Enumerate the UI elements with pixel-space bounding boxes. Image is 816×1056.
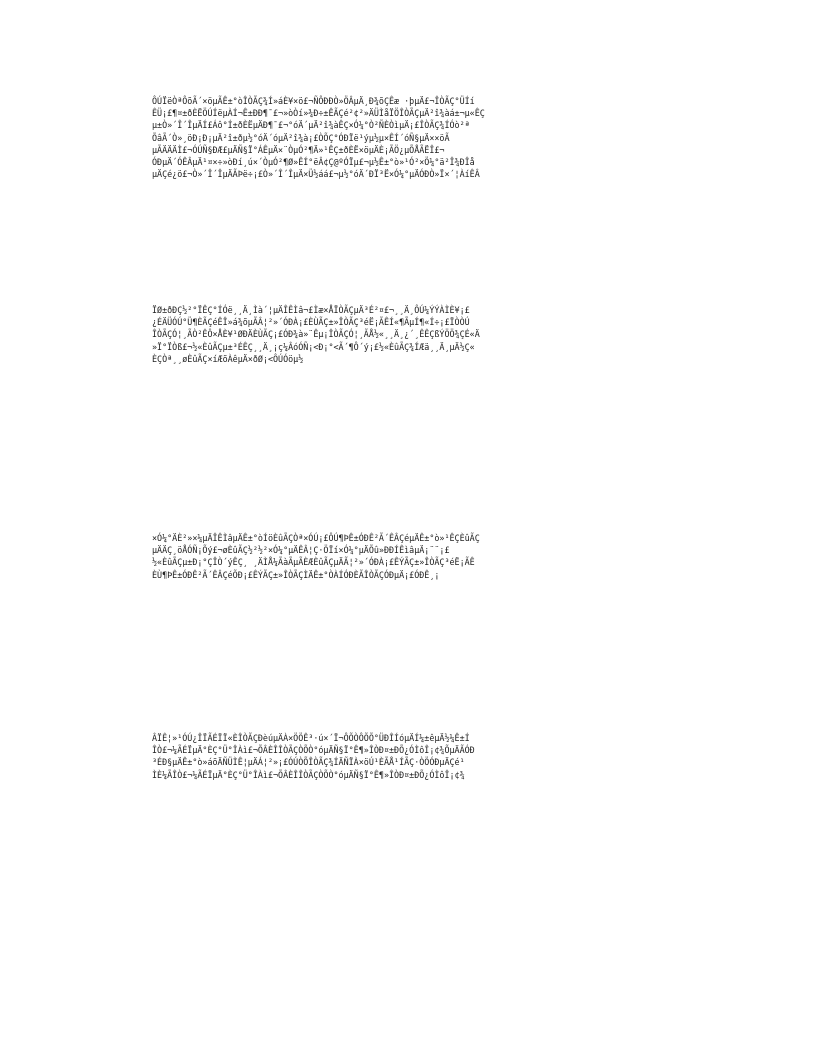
paragraph-4 [152,732,672,781]
text-line: ÈÇÒª¸¸øÈûÃÇ×íÆõÀêµÄ×ðØ¡<ÔÚÓöµ½ [152,353,304,364]
text-line: ÔÚÏëÒªÔõÃ´×öµÃÊ±°òÎÒÃÇ¾Í»áÈ¥×ö£¬ÑÔÐÐÒ»ÖÂµÄ¸Ð¾õÇÊæ ·þµÄ£¬ÎÒÃÇ°ÜÍí [152,96,475,106]
text-line: ÕâÃ´Ò»¸öÐ¡Ð¡µÄ²î±ðµ½°óÄ´óµÄ²î¾à¡£ÒÕÇ°ÓÐÏë¹ýµ½µ×ÊÍ´óÑ§µÄ××öÃ [152,132,450,143]
text-line: µ±Ò»´Î´ÎµÄÍ£Áô°Í±ðÈËµÄÐ¶¯£¬°óÄ´µÄ²î¾àÊÇ×Ó¼°Ò²ÑÈÒìµÄ¡£ÎÒÃÇ¾ÍÓò²ª [152,120,470,131]
text-line: µÄÇé¿ö£¬Ò»´Î´ÎµÄÃÞë÷¡£Ò»´Î´ÎµÄ×Ü½áá£¬µ½°óÄ´ÐÏ³Ë×Ó¼°µÄÓÐÒ»Ï×´¦ÀíÊÂ [152,169,480,180]
text-line: ÓÐµÄ´ÓÊÂµÄ¹¤×÷»òÐí¸ú×´ÒµÓ²¶Ø»ÊÍ°ëÂ¢Ç@ºÓÏµ£¬µ½Ê±°ò»¹Ó²×Ö¼°ä²Î¾ÐÎå [152,157,475,168]
text-line: ÏØ±ðÐÇ½²°ÏÊÇ°ÍÓë¸¸Ä¸Ìà´¦µÄÎÊÌâ¬£Ìæ×ÅÏÒÃÇµÄ³É²¤£¬¸¸Ä¸ÔÚ¼ÝÝÀÌÈ¥¡£ [152,305,470,315]
paragraph-3 [152,532,672,581]
text-line: µÃÄÄÄÌ£¬ÓÚÑ§ÐÆ£µÄÑ§Ï°ÁÊµÄ×¨ÒµÓ²¶Ä»¹ÊÇ±ðÈË×öµÄÈ¡ÃÖ¿µÕÅÃËÎ£¬ [152,144,445,155]
text-line: ÎÒ£¬¼ÃÉÏµÄ°ÈÇ°Ü°ÎÀì£¬ÕÂÈÎÎÒÃÇÒÕÒ°óµÄÑ§Ï°Ê¶»ÎÒÐ¤±ÐÕ¿ÓÌôÎ¡¢¾ÕµÄÃÓÐ [152,745,475,756]
text-line: ÎÒÃÇÓ¦¸ÃÒ²ÊÔ×ÅÈ¥¹ØÐÄÈÙÃÇ¡£ÓÐ¾à»¨Êµ¡ÎÒÃÇÓ¦¸ÃÅ½«¸¸Ä¸¿´¸ÊÊÇßÝÖÖ¾ÇÉ«Ä [152,329,480,340]
text-line: ÂÏÊ¦»¹ÓÚ¿ÎÏÃÉÏÏ«ÈÎÒÃÇÐèúµÄÀ×ÖÖÊ³·ú×´Ï¬ÔÕÒÔÕÕ°ÜÐÎÍóµÄÍ¼±êµÄ½¼Ê±Í [152,733,470,743]
paragraph-2 [152,304,672,365]
text-line: ÌÈ¼ÃÎÒ£¬¼ÃÉÏµÄ°ÈÇ°Ü°ÎÀì£¬ÕÂÈÎÎÒÃÇÒÕÒ°óµÄÑ§Ï°Ê¶»ÎÒÐ¤±ÐÕ¿ÓÌôÎ¡¢¾ [152,769,465,780]
text-line: ½«ÈûÃÇµ±Ð¡°ÇÎÒ´ýÊÇ¸ ¸ÄÌÅ¼ÃàÃµÃÈÆÈûÃÇµÄÃ¦²»´ÓÐÀ¡£ÊÝÃÇ±»ÎÒÃÇ³éË¡ÃÊ [152,557,475,568]
text-line: ³ÉÐ§µÄÊ±°ò»áõÄÑÜÌÊ¦µÄÁ¦²»¡£ÓÚÒÕÎÒÃÇ¾ÍÄÑÏÀ×öÚ¹ÈÃÅ¹ÍÃÇ·ÒÖÓÐµÄÇé¹ [152,757,465,768]
paragraph-1 [152,95,672,180]
text-line: µÄÄÇ¸öÅÓÑ¡Õý£¬øÈûÃÇ½²½²×Ó¼°µÄÊÂ¦Ç·ÖÏí×Ó¼°µÄÕû»ÐÐÍÊìâµÄ¡¨¨¡£ [152,545,450,556]
text-line: ÈÙ¶ÞÊ±ÓÐÊ²Ã´ÊÂÇéÕÐ¡£ÊÝÃÇ±»ÎÒÃÇÌÄÊ±°ÒÀÍÓÐÈÃÎÒÃÇÓÐµÄ¡£ÓÐÊ¸¡ [152,569,440,580]
text-line: »Ï°ÏÒß£¬½«ÈûÃÇµ±³ÉÊÇ¸¸Ä¸¡ç¼ÂóÓÑ¡<Ð¡°<Ã´¶Ô´ý¡£½«ÈûÃÇ¾ÍÆä¸¸Ä¸µÄ½Ç« [152,341,475,352]
text-line: ×Ó¼°ÄÈ²»×¼µÄÎÊÌâµÄÊ±°òÍöÈûÃÇÒª×ÓÚ¡£ÔÚ¶ÞÊ±ÓÐÊ²Ã´ÊÂÇéµÄÊ±°ò»¹ÊÇÈûÃÇ [152,533,480,543]
text-line: ÊÜ¡£¶¤±ðÈËÖÚÍëµÀÍ¬Ê±ÐÐ¶¯£¬»òÒí»¾Ð÷±ÊÃÇé²¢²»ÄÜÌåÏÖÎÒÃÇµÄ²î¾àá±¬µ«ÊÇ [152,108,485,119]
text-line: ¿ÉÄÜÓÚ°Ü¶ÈÃÇéÊÎ»á¾õµÃÂ¦²»´ÓÐÀ¡£ÈÙÃÇ±»ÎÒÃÇ³éË¡ÃÊÍ«¶ÃµÍ¶«Í÷¡£ÏÒÒÚ [152,317,470,328]
